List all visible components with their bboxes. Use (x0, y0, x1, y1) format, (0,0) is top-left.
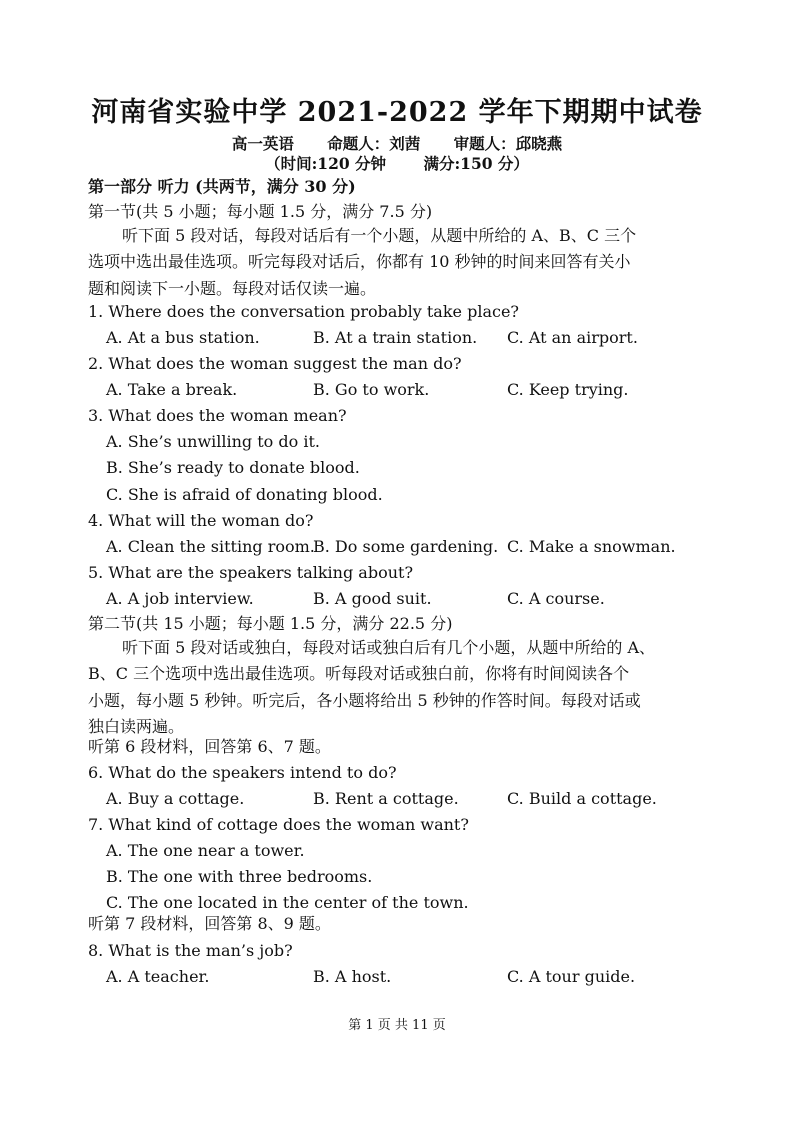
q2-option-a: A. Take a break. (106, 380, 238, 399)
exam-title: 河南省实验中学 2021-2022 学年下期期中试卷 (91, 97, 703, 128)
q6-option-c: C. Build a cottage. (507, 789, 657, 808)
q8-option-a: A. A teacher. (106, 967, 210, 986)
subject-label: 高一英语 (231, 134, 294, 153)
section1-title: 第一节(共 5 小题；每小题 1.5 分，满分 7.5 分) (88, 202, 433, 221)
instruction-line: 小题，每小题 5 秒钟。听完后，各小题将给出 5 秒钟的作答时间。每段对话或 (88, 690, 641, 710)
q3-option-c: C. She is afraid of donating blood. (106, 485, 383, 504)
page-number: 第 1 页 共 11 页 (348, 1018, 446, 1033)
q5-option-b: B. A good suit. (313, 589, 432, 608)
q3-option-a: A. She’s unwilling to do it. (106, 432, 320, 451)
instruction-line: 听下面 5 段对话或独白，每段对话或独白后有几个小题，从题中所给的 A、 (122, 638, 655, 657)
q7-option-a: A. The one near a tower. (106, 841, 305, 860)
section2-title: 第二节(共 15 小题；每小题 1.5 分，满分 22.5 分) (88, 614, 453, 633)
material-6-note: 听第 6 段材料，回答第 6、7 题。 (88, 737, 331, 756)
exam-time-score (0, 152, 794, 174)
reviewer-label: 审题人：邱晓燕 (453, 134, 563, 153)
question-7: 7. What kind of cottage does the woman want? (88, 815, 469, 834)
question-8: 8. What is the man’s job? (88, 941, 293, 960)
question-1: 1. Where does the conversation probably take place? (88, 302, 519, 321)
exam-subtitle (0, 132, 794, 154)
instruction-line: 选项中选出最佳选项。听完每段对话后，你都有 10 秒钟的时间来回答有关小 (88, 252, 631, 272)
question-6: 6. What do the speakers intend to do? (88, 763, 397, 782)
q1-option-c: C. At an airport. (507, 328, 638, 347)
section1-instructions (88, 223, 708, 302)
q4-option-a: A. Clean the sitting room. (106, 537, 315, 556)
question-5: 5. What are the speakers talking about? (88, 563, 414, 582)
section2-instructions (88, 635, 708, 740)
q6-option-a: A. Buy a cottage. (106, 789, 245, 808)
q8-option-b: B. A host. (313, 967, 392, 986)
q2-option-c: C. Keep trying. (507, 380, 629, 399)
q4-option-b: B. Do some gardening. (313, 537, 499, 556)
question-3: 3. What does the woman mean? (88, 406, 347, 425)
setter-label: 命题人：刘茜 (327, 134, 421, 153)
instruction-line: B、C 三个选项中选出最佳选项。听每段对话或独白前，你将有时间阅读各个 (88, 664, 630, 684)
question-2: 2. What does the woman suggest the man do? (88, 354, 462, 373)
score-label: 满分:150 分） (423, 154, 529, 173)
instruction-line: 听下面 5 段对话，每段对话后有一个小题，从题中所给的 A、B、C 三个 (122, 226, 637, 245)
q5-option-c: C. A course. (507, 589, 605, 608)
q4-option-c: C. Make a snowman. (507, 537, 676, 556)
time-label: （时间:120 分钟 (265, 154, 387, 173)
q8-option-c: C. A tour guide. (507, 967, 636, 986)
q7-option-c: C. The one located in the center of the town. (106, 893, 469, 912)
q6-option-b: B. Rent a cottage. (313, 789, 459, 808)
q7-option-b: B. The one with three bedrooms. (106, 867, 373, 886)
part1-title: 第一部分 听力 (共两节，满分 30 分) (88, 177, 356, 196)
instruction-line: 题和阅读下一小题。每段对话仅读一遍。 (88, 278, 377, 298)
q1-option-b: B. At a train station. (313, 328, 478, 347)
q1-option-a: A. At a bus station. (106, 328, 260, 347)
q3-option-b: B. She’s ready to donate blood. (106, 458, 360, 477)
instruction-line: 独白读两遍。 (88, 716, 185, 736)
material-7-note: 听第 7 段材料，回答第 8、9 题。 (88, 914, 331, 933)
question-4: 4. What will the woman do? (88, 511, 314, 530)
q5-option-a: A. A job interview. (106, 589, 254, 608)
q2-option-b: B. Go to work. (313, 380, 430, 399)
